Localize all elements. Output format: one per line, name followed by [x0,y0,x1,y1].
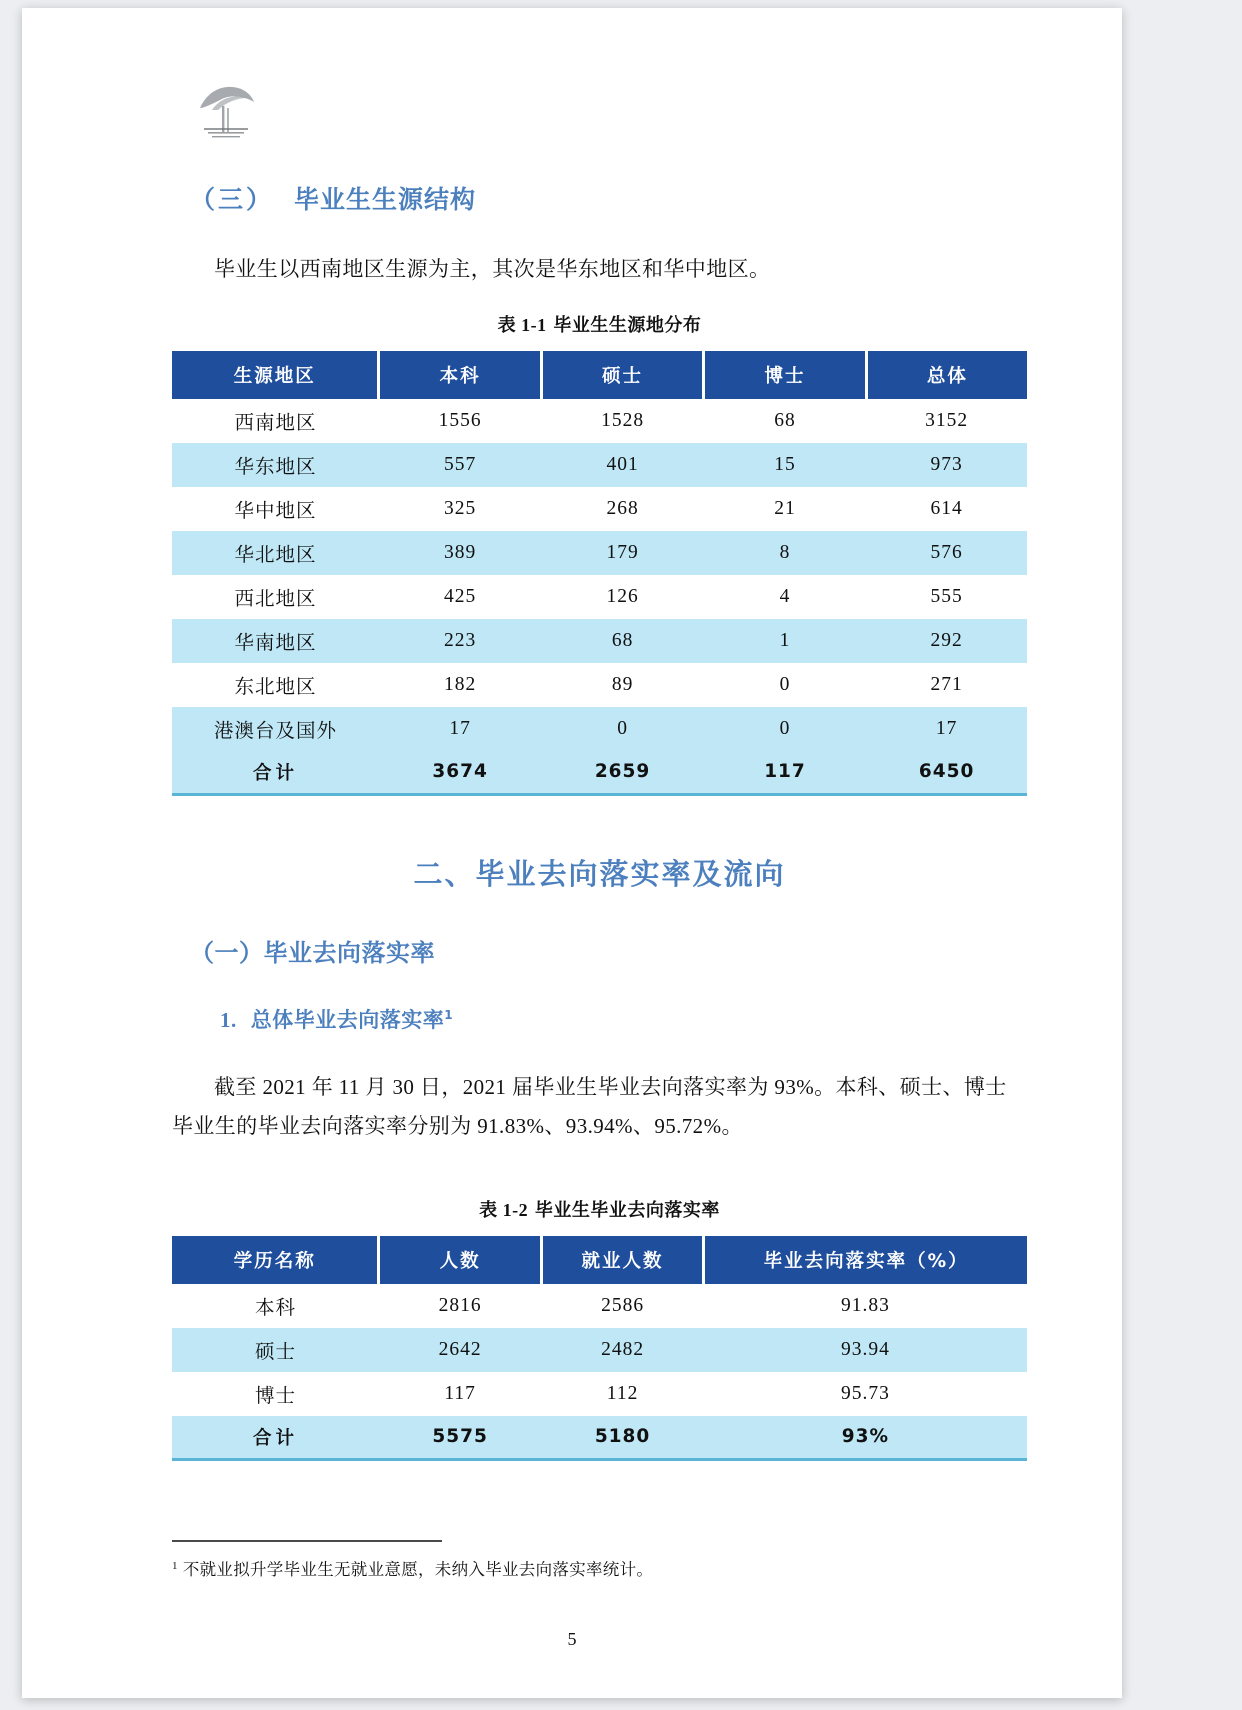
table-1-1-caption-label: 表 1-1 [497,314,547,335]
cell-total-count: 5575 [379,1416,541,1458]
cell-count: 2816 [438,1294,482,1316]
cell-master: 0 [541,707,703,751]
cell-rate: 91.83 [840,1294,890,1316]
subsection-heading-overall-rate [220,1004,1027,1034]
table-1-1-caption [172,311,1027,337]
section-heading-rate: （一）毕业去向落实率 [190,938,435,967]
cell-region: 华南地区 [172,619,379,663]
col-header-region: 生源地区 [172,351,379,399]
cell-doctor: 21 [774,497,796,519]
cell-total: 576 [866,531,1027,575]
cell-degree: 博士 [254,1385,296,1407]
cell-rate: 93.94 [704,1328,1027,1372]
cell-master: 268 [606,497,639,519]
table-row [172,1284,1027,1328]
cell-bachelor: 325 [444,497,477,519]
cell-employed: 2586 [601,1294,645,1316]
cell-total-total: 6450 [866,751,1027,793]
cell-master: 179 [541,531,703,575]
cell-count: 2642 [379,1328,541,1372]
cell-bachelor: 223 [379,619,541,663]
rate-paragraph: 截至 2021 年 11 月 30 日，2021 届毕业生毕业去向落实率为 93%。本科、硕士、博士毕业生的毕业去向落实率分别为 91.83%、93.94%、95.72%。 [172,1074,1007,1138]
footnote-number: 1 [172,1559,178,1572]
table-row [172,1372,1027,1416]
cell-bachelor: 557 [379,443,541,487]
cell-total: 973 [866,443,1027,487]
cell-doctor: 4 [779,585,791,607]
cell-region: 西南地区 [234,412,317,434]
cell-total: 3152 [925,409,969,431]
cell-region: 港澳台及国外 [172,707,379,751]
cell-total: 17 [866,707,1027,751]
cell-total-rate: 93% [704,1416,1027,1458]
cell-bachelor: 1556 [438,409,482,431]
table-header-row [172,1236,1027,1284]
cell-total-employed: 5180 [541,1416,703,1458]
table-1-1-bottom-rule [172,793,1027,796]
table-1-2-wrap [172,1236,1027,1461]
cell-region: 华北地区 [172,531,379,575]
cell-doctor: 15 [704,443,866,487]
col-header-bachelor: 本科 [379,351,541,399]
table-1-1-wrap [172,351,1027,796]
chapter-heading: 二、毕业去向落实率及流向 [413,856,786,891]
col-header-total: 总体 [866,351,1027,399]
footnote [172,1540,1002,1580]
table-1-2-bottom-rule [172,1458,1027,1461]
cell-total: 614 [930,497,963,519]
table-1-1 [172,351,1027,793]
page-content [22,8,1122,1698]
table-row [172,575,1027,619]
cell-master: 68 [541,619,703,663]
footnote-divider [172,1540,442,1542]
footnote-body: 不就业拟升学毕业生无就业意愿，未纳入毕业去向落实率统计。 [182,1560,654,1579]
table-1-2-caption [172,1196,1027,1222]
col-header-degree: 学历名称 [172,1236,379,1284]
cell-doctor: 1 [704,619,866,663]
cell-total-master: 2659 [541,751,703,793]
cell-region: 华中地区 [234,500,317,522]
cell-region: 西北地区 [234,588,317,610]
cell-rate: 95.73 [840,1382,890,1404]
table-row [172,443,1027,487]
cell-doctor: 8 [704,531,866,575]
school-logo [194,78,260,140]
col-header-rate: 毕业去向落实率（%） [704,1236,1027,1284]
cell-total: 292 [866,619,1027,663]
cell-total: 555 [930,585,963,607]
cell-doctor: 0 [704,707,866,751]
col-header-count: 人数 [379,1236,541,1284]
table-1-2 [172,1236,1027,1458]
cell-doctor: 68 [774,409,796,431]
table-row [172,531,1027,575]
subsection-title: 总体毕业去向落实率 [250,1007,445,1032]
table-row [172,399,1027,443]
table-row [172,707,1027,751]
subsection-index: 1. [220,1007,237,1032]
page-number: 5 [567,1629,577,1649]
cell-region: 华东地区 [172,443,379,487]
table-row [172,1328,1027,1372]
cell-degree: 本科 [254,1297,296,1319]
table-total-row [172,751,1027,793]
cell-employed: 2482 [541,1328,703,1372]
table-1-1-caption-title: 毕业生生源地分布 [553,314,702,336]
cell-total-label: 合计 [172,751,379,793]
table-row [172,663,1027,707]
footnote-text [172,1556,1002,1580]
cell-master: 1528 [601,409,645,431]
cell-bachelor: 425 [444,585,477,607]
col-header-doctor: 博士 [704,351,866,399]
cell-master: 89 [611,673,634,695]
footnote-marker: 1 [444,1007,454,1022]
source-paragraph: 毕业生以西南地区生源为主，其次是华东地区和华中地区。 [214,257,771,281]
cell-employed: 112 [606,1382,639,1404]
cell-bachelor: 17 [379,707,541,751]
cell-total-doctor: 117 [704,751,866,793]
cell-total-bachelor: 3674 [379,751,541,793]
table-total-row [172,1416,1027,1458]
cell-count: 117 [444,1382,476,1404]
col-header-master: 硕士 [541,351,703,399]
cell-master: 401 [541,443,703,487]
document-page [22,8,1122,1698]
cell-master: 126 [606,585,639,607]
cell-total: 271 [930,673,963,695]
table-1-2-caption-label: 表 1-2 [479,1199,529,1220]
section-prefix: （三） [190,185,275,214]
cell-total-label: 合计 [172,1416,379,1458]
cell-region: 东北地区 [234,676,317,698]
cell-bachelor: 389 [379,531,541,575]
table-row [172,619,1027,663]
cell-bachelor: 182 [444,673,477,695]
section-title: 毕业生生源结构 [294,185,477,214]
table-row [172,487,1027,531]
cell-doctor: 0 [779,673,791,695]
table-header-row [172,351,1027,399]
page-title [190,180,1027,216]
cell-degree: 硕士 [172,1328,379,1372]
table-1-2-caption-title: 毕业生毕业去向落实率 [534,1199,720,1221]
col-header-employed: 就业人数 [541,1236,703,1284]
